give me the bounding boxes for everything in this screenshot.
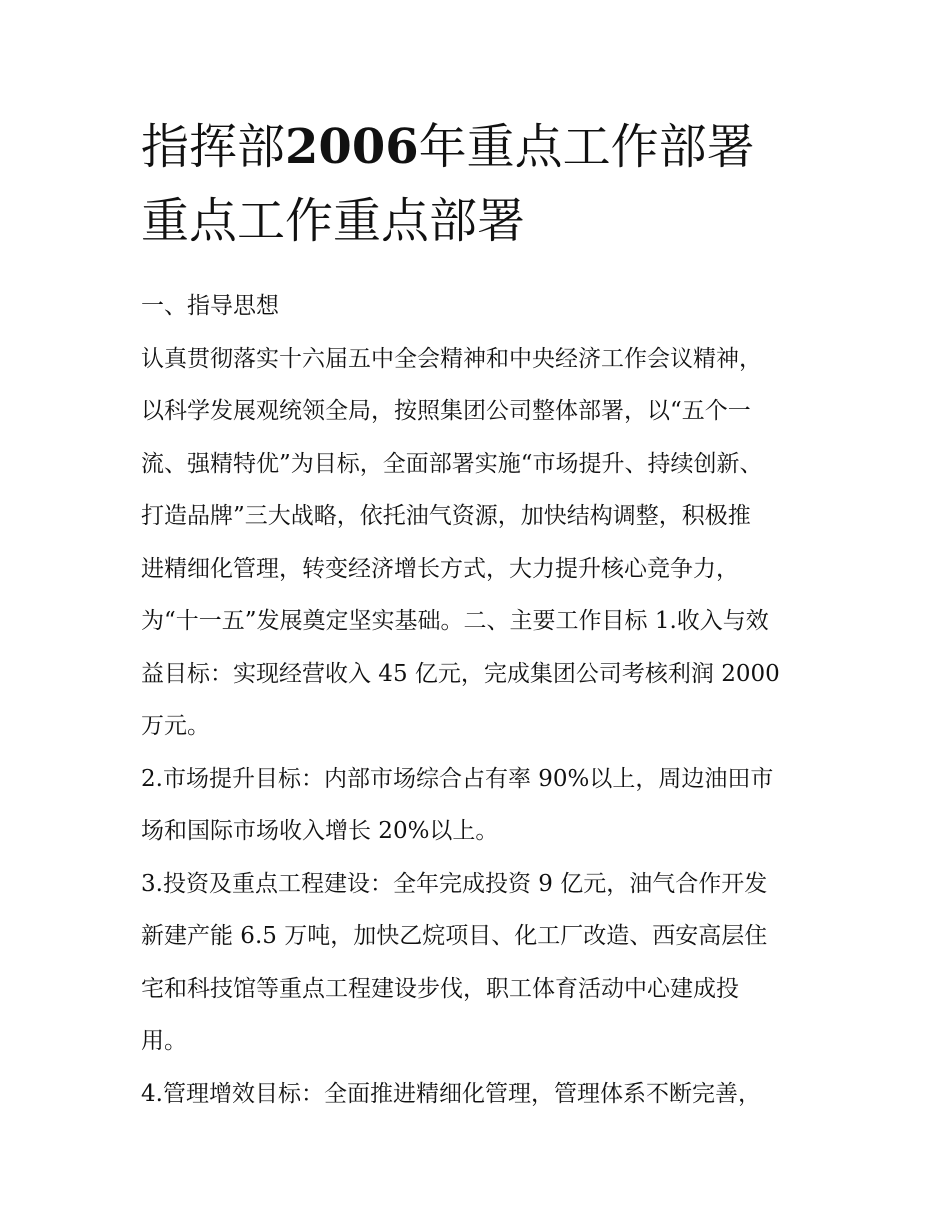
text-line: 宅和科技馆等重点工程建设步伐，职工体育活动中心建成投 — [141, 975, 739, 1002]
text-line: 2.市场提升目标：内部市场综合占有率 90%以上，周边油田市 — [141, 765, 774, 792]
title-suffix: 年重点工作部署 — [418, 119, 755, 175]
text-line: 认真贯彻落实十六届五中全会精神和中央经济工作会议精神， — [141, 345, 762, 372]
title-prefix: 指挥部 — [141, 119, 286, 175]
text-line: 场和国际市场收入增长 20%以上。 — [141, 818, 499, 844]
text-line: 以科学发展观统领全局，按照集团公司整体部署，以“五个一 — [141, 398, 751, 424]
paragraph-investment-target — [141, 858, 811, 1068]
document-title — [141, 110, 811, 258]
paragraph-guiding-thought — [141, 333, 811, 753]
text-line: 4.管理增效目标：全面推进精细化管理，管理体系不断完善， — [141, 1080, 761, 1107]
text-line: 打造品牌”三大战略，依托油气资源，加快结构调整，积极推 — [141, 503, 751, 529]
section-heading-guiding-thought — [141, 280, 811, 333]
text-line: 万元。 — [141, 713, 210, 739]
title-line-1 — [141, 110, 811, 184]
text-line: 益目标：实现经营收入 45 亿元，完成集团公司考核利润 2000 — [141, 660, 780, 687]
text-line: 进精细化管理，转变经济增长方式，大力提升核心竞争力， — [141, 555, 739, 582]
title-line-2: 重点工作重点部署 — [141, 193, 526, 249]
text-line: 流、强精特优”为目标，全面部署实施“市场提升、持续创新、 — [141, 450, 763, 477]
document-body — [141, 280, 811, 1120]
title-year: 2006 — [285, 119, 419, 175]
text-line: 新建产能 6.5 万吨，加快乙烷项目、化工厂改造、西安高层住 — [141, 923, 768, 949]
text-line: 3.投资及重点工程建设：全年完成投资 9 亿元，油气合作开发 — [141, 870, 768, 897]
text-line: 为“十一五”发展奠定坚实基础。二、主要工作目标 1.收入与效 — [141, 608, 769, 634]
document-page — [141, 110, 811, 1120]
text-line: 用。 — [141, 1028, 187, 1054]
paragraph-market-target — [141, 753, 811, 858]
text-line: 一、指导思想 — [141, 293, 279, 319]
paragraph-management-target — [141, 1068, 811, 1121]
